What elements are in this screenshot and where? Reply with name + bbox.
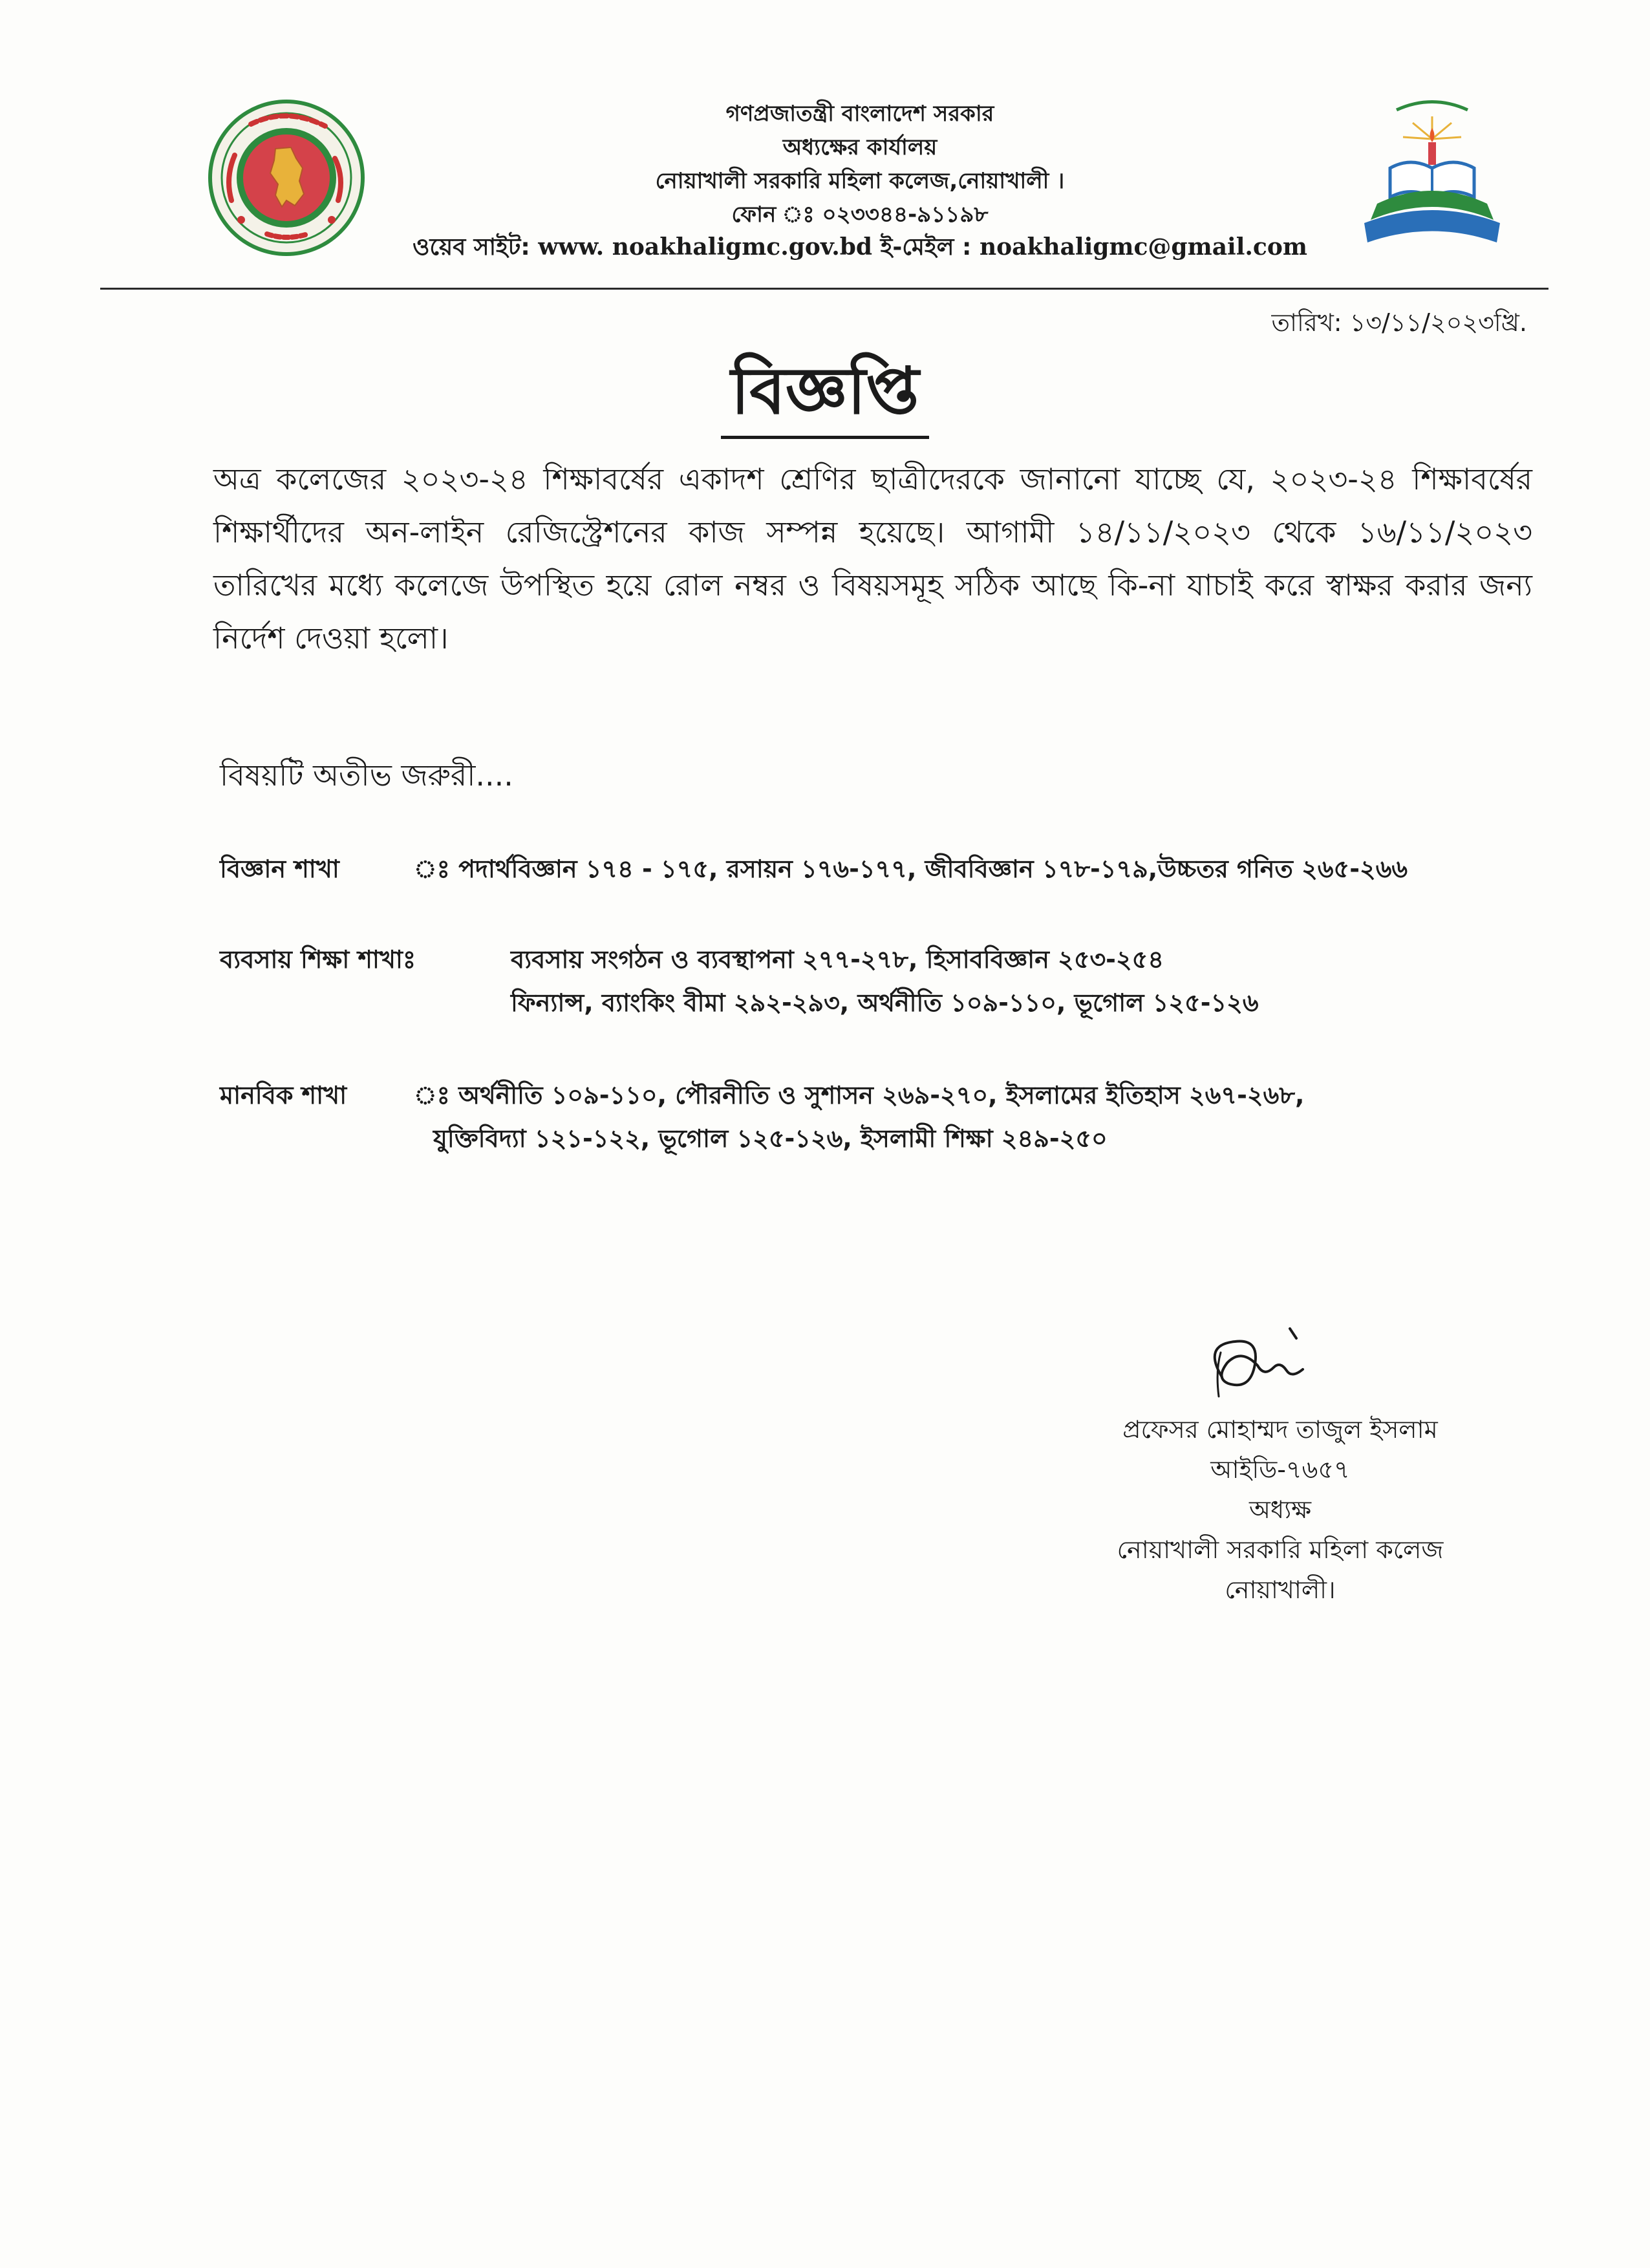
signature-block bbox=[1028, 1409, 1532, 1610]
handwritten-signature-icon bbox=[1177, 1306, 1332, 1422]
notice-date: তারিখ: ১৩/১১/২০২৩খ্রি. bbox=[1271, 308, 1527, 337]
header-line1: গণপ্রজাতন্ত্রী বাংলাদেশ সরকার bbox=[725, 101, 994, 127]
government-seal-icon bbox=[206, 97, 367, 259]
business-label: ব্যবসায় শিক্ষা শাখাঃ bbox=[220, 945, 416, 974]
header-line3: নোয়াখালী সরকারি মহিলা কলেজ,নোয়াখালী । bbox=[655, 168, 1065, 194]
email-address: noakhaligmc@gmail.com bbox=[979, 233, 1307, 261]
signatory-place: নোয়াখালী। bbox=[1225, 1576, 1336, 1604]
business-subjects-line1: ব্যবসায় সংগঠন ও ব্যবস্থাপনা ২৭৭-২৭৮, হিসাববিজ্ঞান ২৫৩-২৫৪ bbox=[511, 945, 1164, 974]
signatory-designation: অধ্যক্ষ bbox=[1248, 1495, 1311, 1524]
email-label: ই-মেইল : bbox=[880, 234, 972, 261]
notice-title: বিজ্ঞপ্তি bbox=[721, 349, 930, 439]
title-wrap bbox=[0, 349, 1650, 439]
notice-body: অত্র কলেজের ২০২৩-২৪ শিক্ষাবর্ষের একাদশ শ্রেণির ছাত্রীদেরকে জানানো যাচ্ছে যে, ২০২৩-২৪ শিক্ষাবর্ষের শিক্ষার্থীদের অন-লাইন রেজিস্ট্রেশনের কাজ সম্পন্ন হয়েছে। আগামী ১৪/১১/২০২৩ থেকে ১৬/১১/২০২৩ তারিখের মধ্যে কলেজে উপস্থিত হয়ে রোল নম্বর ও বিষয়সমূহ সঠিক আছে কি-না যাচাই করে স্বাক্ষর করার জন্য নির্দেশ দেওয়া হলো। bbox=[213, 462, 1532, 656]
signatory-college: নোয়াখালী সরকারি মহিলা কলেজ bbox=[1117, 1535, 1444, 1564]
science-label: বিজ্ঞান শাখা bbox=[220, 855, 339, 883]
header-line2: অধ্যক্ষের কার্যালয় bbox=[782, 134, 938, 160]
signatory-name: প্রফেসর মোহাম্মদ তাজুল ইসলাম bbox=[1122, 1415, 1438, 1444]
humanities-label: মানবিক শাখা bbox=[220, 1081, 347, 1109]
humanities-subjects-line1: ঃ অর্থনীতি ১০৯-১১০, পৌরনীতি ও সুশাসন ২৬৯-২৭০, ইসলামের ইতিহাস ২৬৭-২৬৮, bbox=[414, 1081, 1305, 1109]
header-divider bbox=[100, 288, 1548, 290]
header-phone: ফোন ঃ ০২৩৩৪৪-৯১১৯৮ bbox=[731, 202, 989, 228]
signatory-id: আইডি-৭৬৫৭ bbox=[1210, 1455, 1350, 1484]
science-subjects: ঃ পদার্থবিজ্ঞান ১৭৪ - ১৭৫, রসায়ন ১৭৬-১৭৭, জীববিজ্ঞান ১৭৮-১৭৯,উচ্চতর গনিত ২৬৫-২৬৬ bbox=[414, 855, 1408, 883]
header-web-email bbox=[388, 230, 1332, 268]
urgent-note: বিষয়টি অতীভ জরুরী.... bbox=[220, 758, 513, 793]
web-url: www. noakhaligmc.gov.bd bbox=[538, 233, 873, 261]
humanities-subjects-line2: যুক্তিবিদ্যা ১২১-১২২, ভূগোল ১২৫-১২৬, ইসলামী শিক্ষা ২৪৯-২৫০ bbox=[433, 1124, 1108, 1153]
header-address bbox=[388, 97, 1332, 231]
web-label: ওয়েব সাইট: bbox=[412, 234, 530, 261]
college-logo-icon bbox=[1351, 91, 1513, 259]
business-subjects-line2: ফিন্যান্স, ব্যাংকিং বীমা ২৯২-২৯৩, অর্থনীতি ১০৯-১১০, ভূগোল ১২৫-১২৬ bbox=[511, 989, 1259, 1017]
